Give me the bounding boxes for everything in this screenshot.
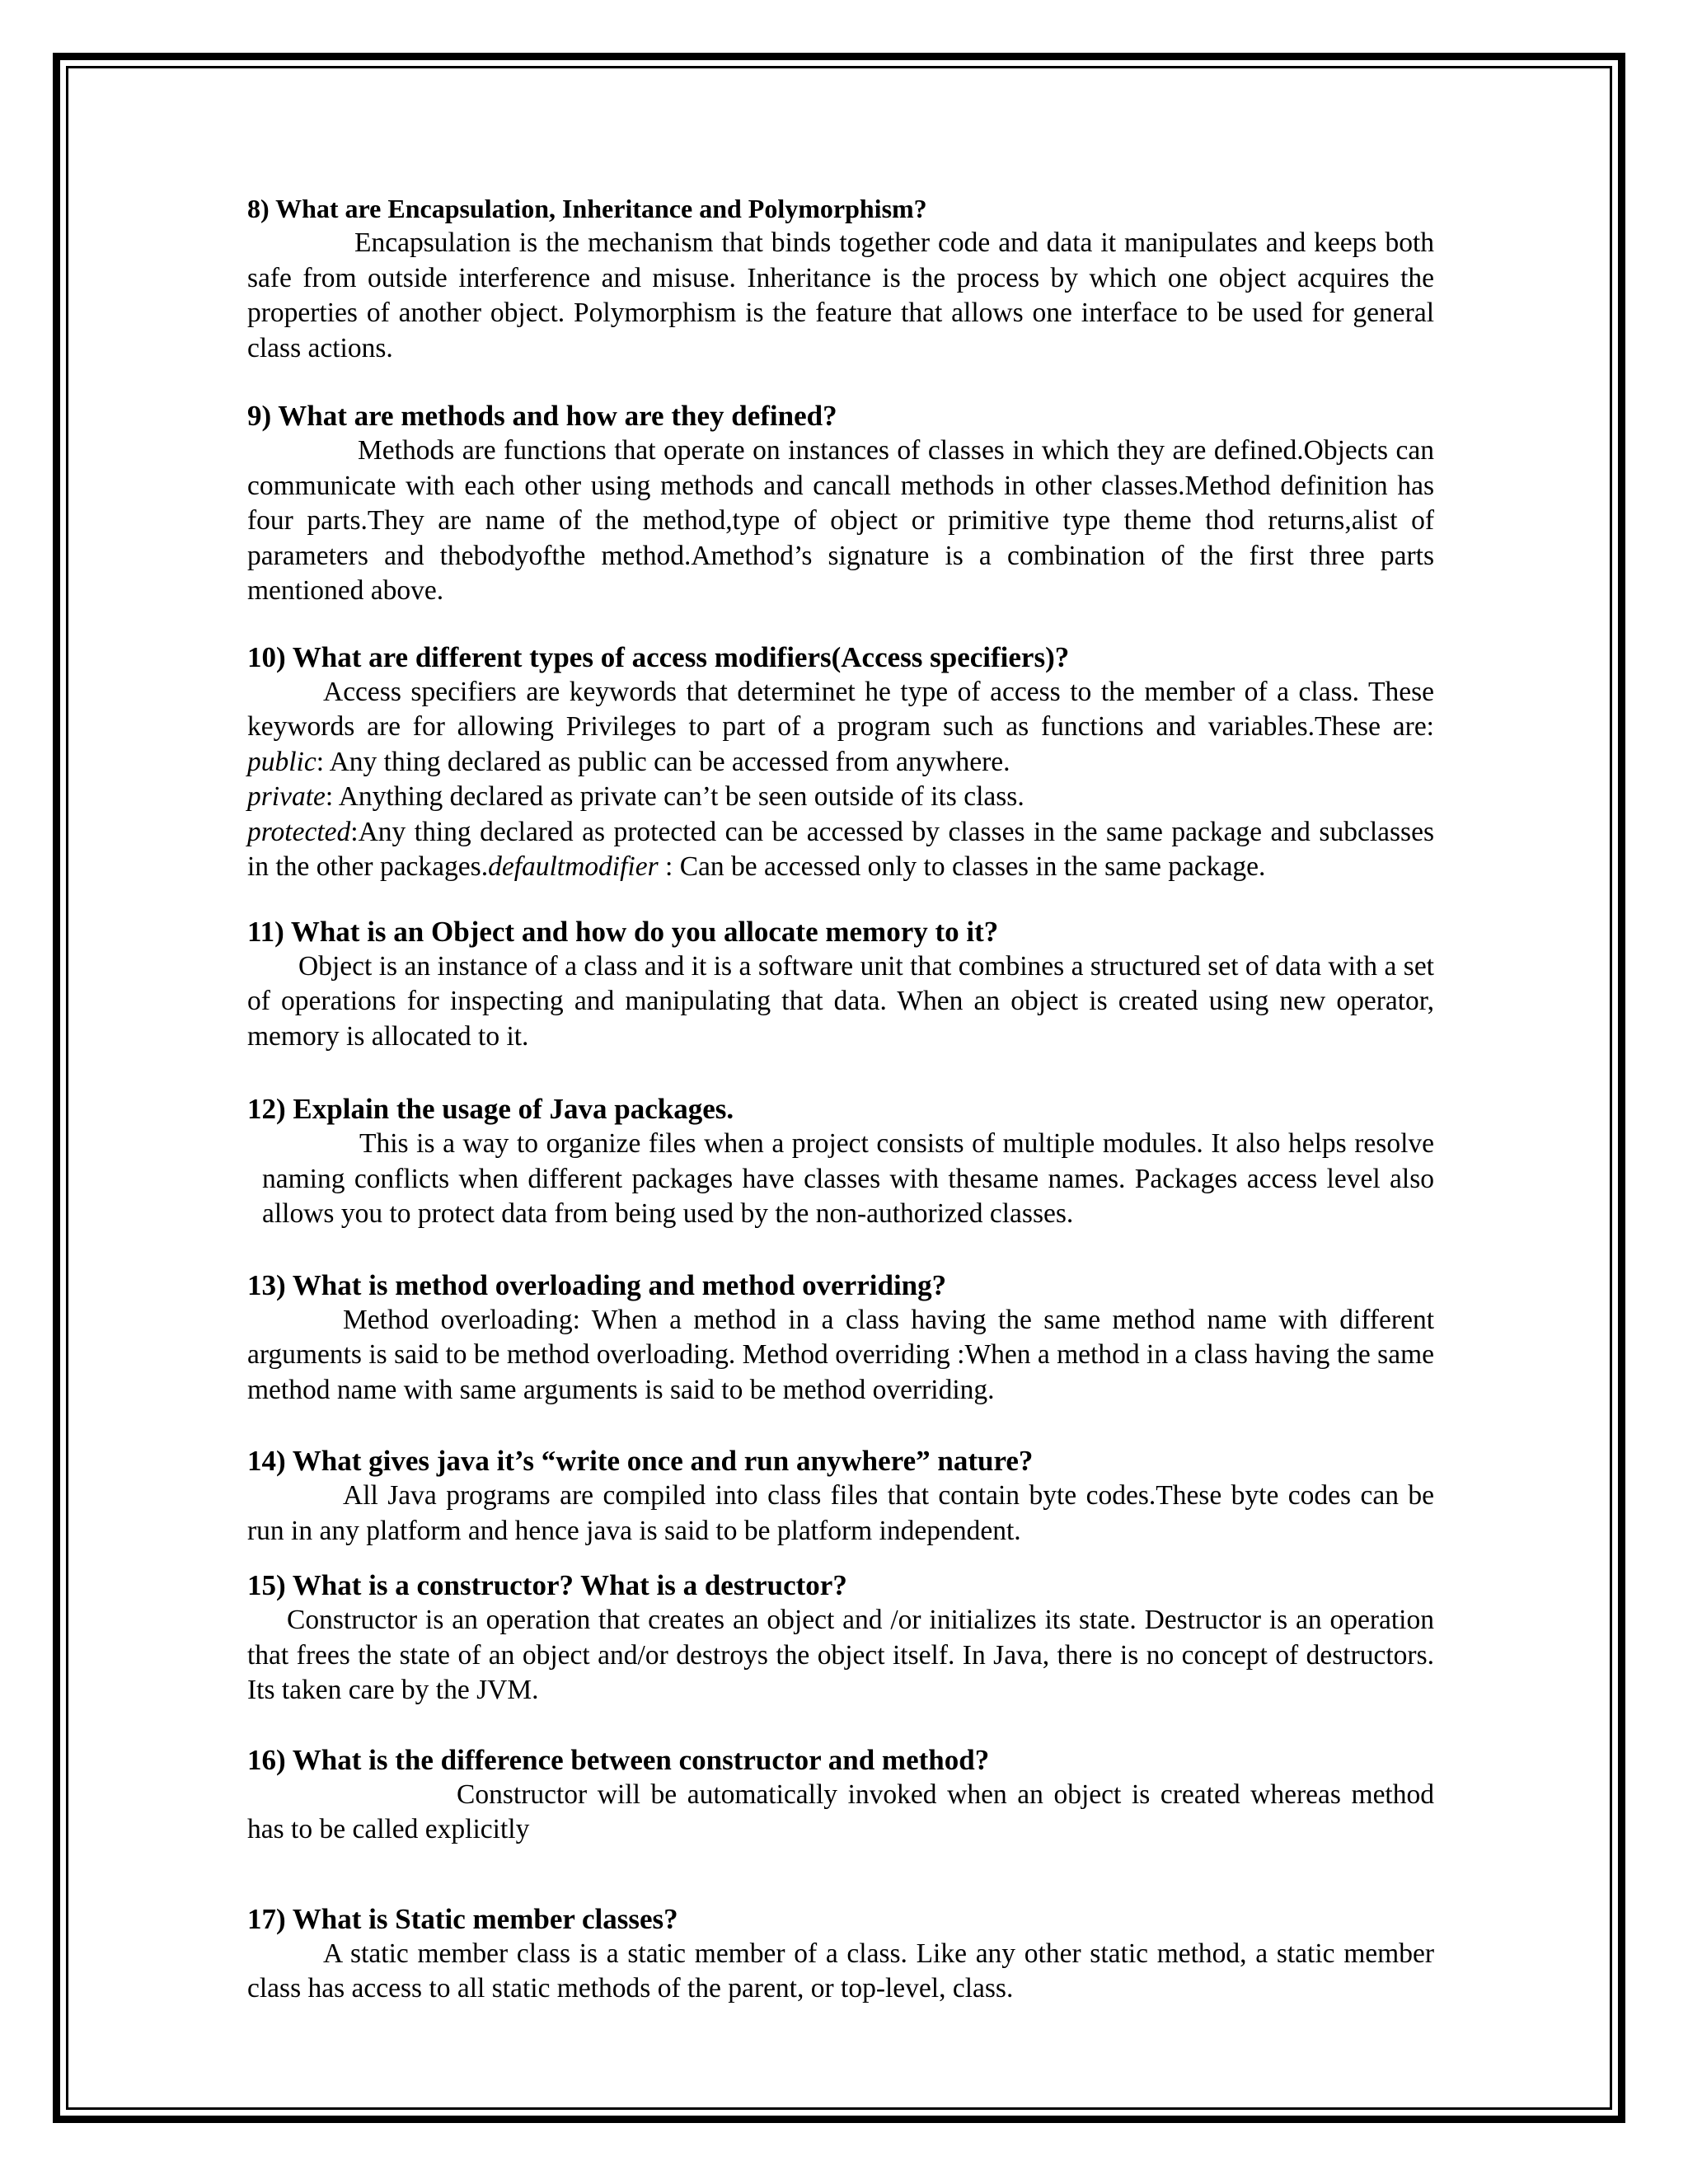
question-9-answer <box>247 434 1434 609</box>
question-11 <box>247 915 1434 1055</box>
question-12 <box>247 1092 1434 1232</box>
question-15-answer <box>247 1603 1434 1708</box>
protected-term: protected <box>247 816 351 847</box>
question-13-title: 13) What is method overloading and method overriding? <box>247 1268 947 1301</box>
question-17-answer-text: A static member class is a static member of a class. Like any other static method, a static member class has access to all static methods of the parent, or top-level, class. <box>247 1938 1434 2004</box>
question-11-answer <box>247 949 1434 1055</box>
question-15-title: 15) What is a constructor? What is a destructor? <box>247 1569 847 1601</box>
question-12-title: 12) Explain the usage of Java packages. <box>247 1093 734 1125</box>
question-16-answer-text: Constructor will be automatically invoked when an object is created whereas method has to be called explicitly <box>247 1779 1434 1844</box>
question-15 <box>247 1568 1434 1708</box>
document-body <box>247 191 1434 2007</box>
question-16 <box>247 1743 1434 1848</box>
question-14 <box>247 1444 1434 1549</box>
default-modifier-term: defaultmodifier <box>488 851 659 882</box>
question-14-title: 14) What gives java it’s “write once and run anywhere” nature? <box>247 1445 1034 1477</box>
question-13-answer <box>247 1303 1434 1408</box>
question-16-title: 16) What is the difference between constructor and method? <box>247 1743 990 1776</box>
question-10 <box>247 640 1434 885</box>
question-14-answer-text: All Java programs are compiled into class files that contain byte codes.These byte codes can be run in any platform and hence java is said to be platform independent. <box>247 1480 1434 1546</box>
question-17-answer <box>247 1937 1434 2007</box>
question-11-answer-text: Object is an instance of a class and it is a software unit that combines a structured set of data with a set of operations for inspecting and manipulating that data. When an object is created using new operator, memory is allocated to it. <box>247 950 1434 1052</box>
question-10-intro: Access specifiers are keywords that determinet he type of access to the member of a class. These keywords are for allowing Privileges to part of a program such as functions and variables.These are: <box>247 676 1434 742</box>
private-term: private <box>247 781 326 812</box>
public-term: public <box>247 746 316 777</box>
question-12-answer-text: This is a way to organize files when a project consists of multiple modules. It also helps resolve naming conflicts when different packages have classes with thesame names. Packages access level also allows you to protect data from being used by the non-authorized classes. <box>262 1128 1434 1229</box>
question-13 <box>247 1268 1434 1408</box>
question-14-answer <box>247 1479 1434 1549</box>
question-10-answer <box>247 675 1434 885</box>
question-8-answer <box>247 226 1434 366</box>
question-9-answer-text: Methods are functions that operate on instances of classes in which they are defined.Objects can communicate with each other using methods and cancall methods in other classes.Method definition has four parts.They are name of the method,type of object or primitive type theme thod returns,alist of parameters and thebodyofthe method.Amethod’s signature is a combination of the first three parts mentioned above. <box>247 435 1434 606</box>
question-15-answer-text: Constructor is an operation that creates an object and /or initializes its state. Destructor is an operation that frees the state of an object and/or destroys the object itself. In Java, there is no concept of destructors. Its taken care by the JVM. <box>247 1605 1434 1705</box>
question-8-answer-text: Encapsulation is the mechanism that binds together code and data it manipulates and keeps both safe from outside interference and misuse. Inheritance is the process by which one object acquires the properties of another object. Polymorphism is the feature that allows one interface to be used for general class actions. <box>247 227 1434 363</box>
public-description: : Any thing declared as public can be accessed from anywhere. <box>316 746 1010 777</box>
question-8 <box>247 191 1434 366</box>
default-modifier-description: : Can be accessed only to classes in the same package. <box>658 851 1266 882</box>
question-11-title: 11) What is an Object and how do you allocate memory to it? <box>247 915 999 948</box>
question-16-answer <box>247 1778 1434 1848</box>
question-12-answer <box>247 1127 1434 1232</box>
question-9-title: 9) What are methods and how are they defined? <box>247 400 837 432</box>
question-8-title: 8) What are Encapsulation, Inheritance and Polymorphism? <box>247 194 927 223</box>
private-description: : Anything declared as private can’t be seen outside of its class. <box>325 781 1025 812</box>
question-13-answer-text: Method overloading: When a method in a class having the same method name with different arguments is said to be method overloading. Method overriding :When a method in a class having the same method name with same arguments is said to be method overriding. <box>247 1304 1434 1405</box>
protected-description: :Any thing declared as protected can be accessed by classes in the same package and subclasses in the other packages. <box>247 816 1434 882</box>
question-17 <box>247 1902 1434 2007</box>
question-9 <box>247 399 1434 609</box>
question-10-title: 10) What are different types of access modifiers(Access specifiers)? <box>247 640 1070 673</box>
question-17-title: 17) What is Static member classes? <box>247 1902 678 1935</box>
